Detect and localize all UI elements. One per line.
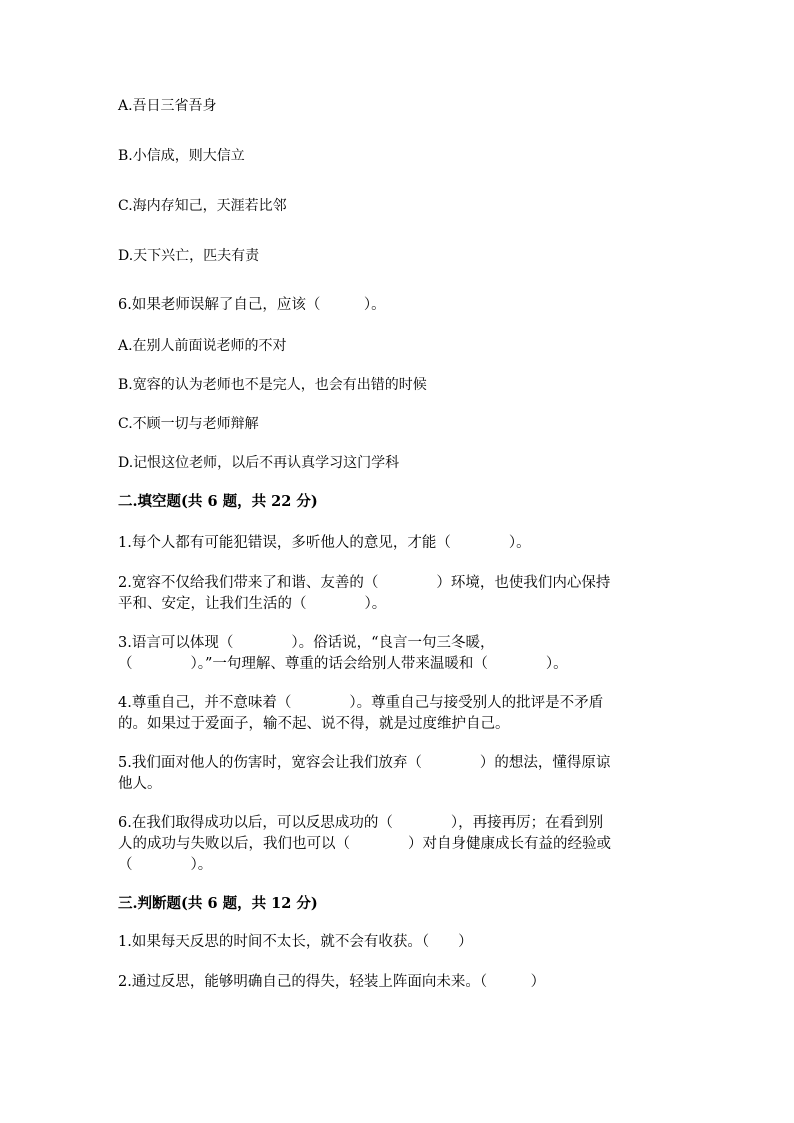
fill-question-4-line-1: 4.尊重自己，并不意味着（ ）。尊重自己与接受别人的批评是不矛盾: [118, 695, 604, 711]
fill-question-6-line-1: 6.在我们取得成功以后，可以反思成功的（ ），再接再厉；在看到别: [118, 815, 604, 831]
fill-question-4-line-2: 的。如果过于爱面子，输不起、说不得，就是过度维护自己。: [118, 716, 510, 732]
fill-question-5-line-2: 他人。: [118, 776, 162, 792]
fill-question-2-line-2: 平和、安定，让我们生活的（ ）。: [118, 596, 387, 612]
fill-question-1: 1.每个人都有可能犯错误，多听他人的意见，才能（ ）。: [118, 535, 531, 551]
option-a: A.吾日三省吾身: [118, 98, 217, 114]
judge-question-2: 2.通过反思，能够明确自己的得失，轻装上阵面向未来。（ ）: [118, 974, 546, 990]
option-d: D.记恨这位老师，以后不再认真学习这门学科: [118, 455, 400, 471]
fill-question-3-line-1: 3.语言可以体现（ ）。俗话说，“良言一句三冬暖，: [118, 635, 495, 651]
fill-question-3-line-2: （ ）。”一句理解、尊重的话会给别人带来温暖和（ ）。: [118, 656, 568, 672]
fill-question-2-line-1: 2.宽容不仅给我们带来了和谐、友善的（ ）环境，也使我们内心保持: [118, 575, 611, 591]
section-title: 三.判断题(共 6 题，共 12 分): [118, 895, 318, 912]
question-stem: 6.如果老师误解了自己，应该（ ）。: [118, 297, 386, 313]
option-d: D.天下兴亡，匹夫有责: [118, 248, 260, 264]
fill-question-6-line-2: 人的成功与失败以后，我们也可以（ ）对自身健康成长有益的经验或: [118, 836, 611, 852]
section-title: 二.填空题(共 6 题，共 22 分): [118, 493, 318, 510]
judge-question-1: 1.如果每天反思的时间不太长，就不会有收获。（ ）: [118, 934, 473, 950]
option-b: B.小信成，则大信立: [118, 148, 245, 164]
fill-question-5-line-1: 5.我们面对他人的伤害时，宽容会让我们放弃（ ）的想法，懂得原谅: [118, 755, 611, 771]
fill-question-6-line-3: （ ）。: [118, 857, 213, 873]
option-c: C.不顾一切与老师辩解: [118, 416, 259, 432]
option-c: C.海内存知己，天涯若比邻: [118, 198, 287, 214]
option-a: A.在别人前面说老师的不对: [118, 338, 287, 354]
option-b: B.宽容的认为老师也不是完人，也会有出错的时候: [118, 377, 427, 393]
